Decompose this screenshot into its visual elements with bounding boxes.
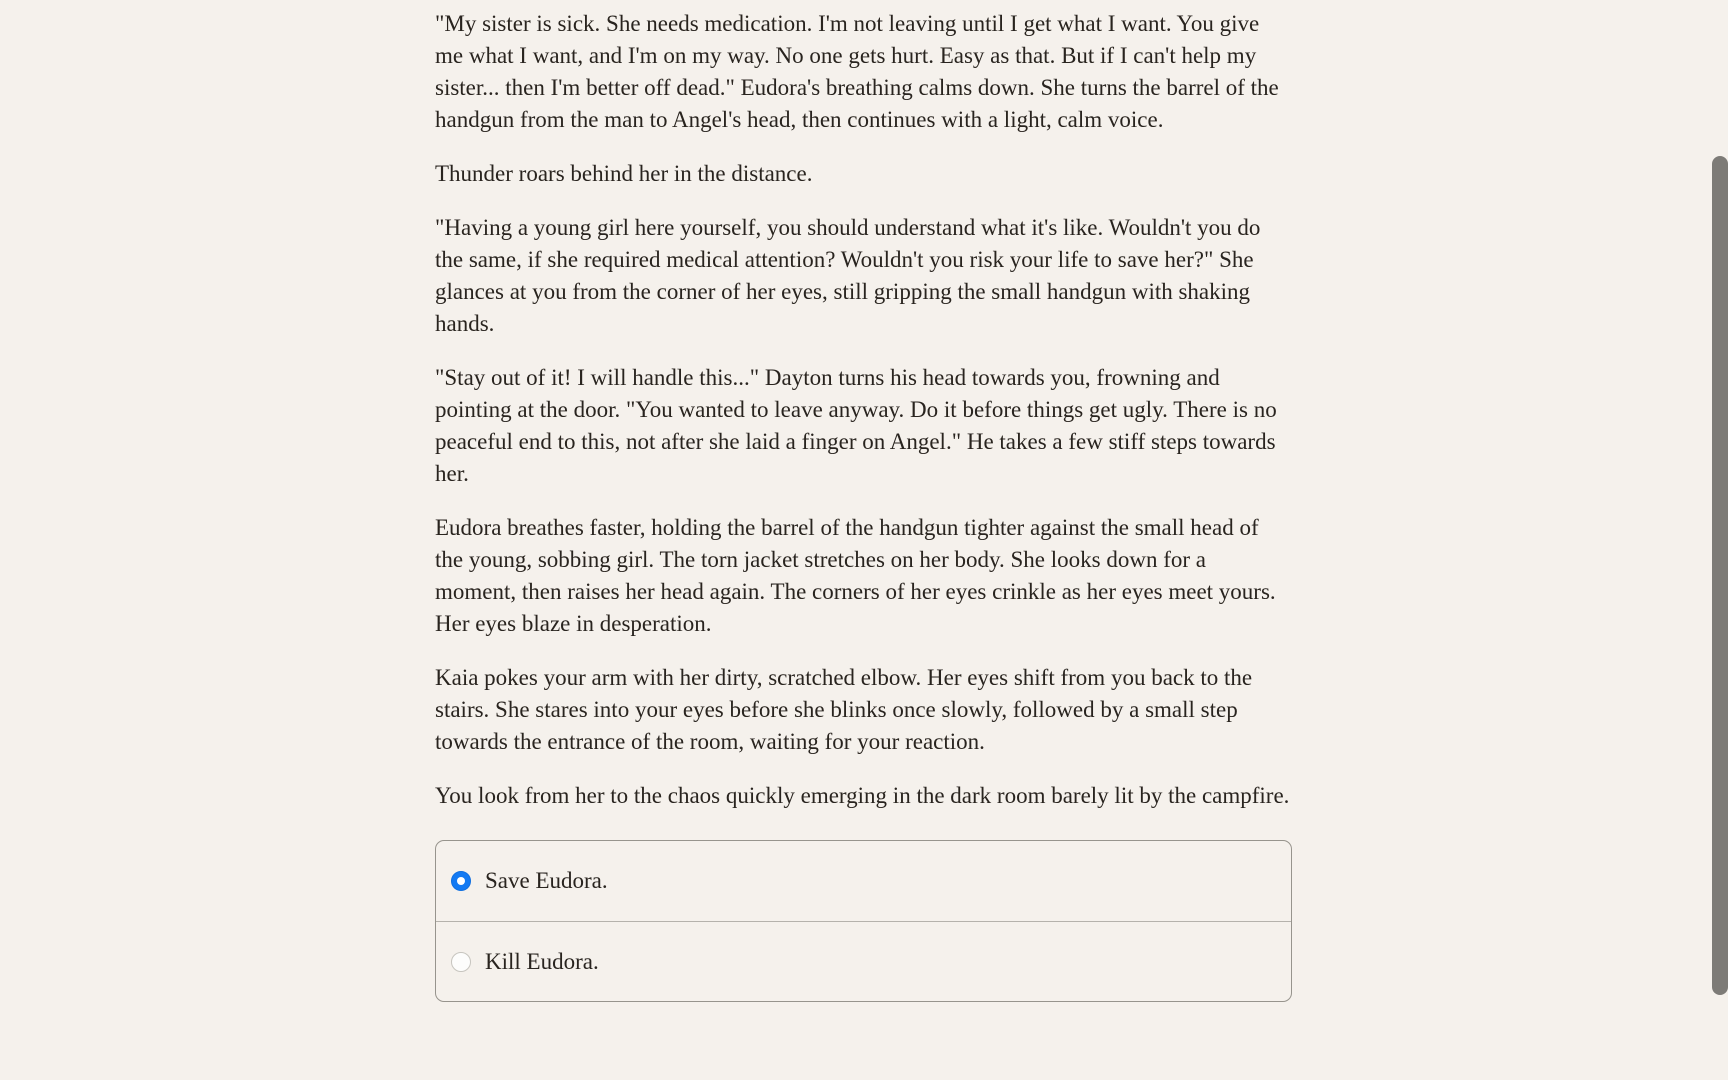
story-paragraph: You look from her to the chaos quickly emerging in the dark room barely lit by the campfire. xyxy=(435,783,1290,808)
radio-button-icon[interactable] xyxy=(451,871,471,891)
choice-save-eudora[interactable] xyxy=(436,841,1291,921)
radio-button-icon[interactable] xyxy=(451,952,471,972)
story-paragraph: "My sister is sick. She needs medication. I'm not leaving until I get what I want. You give me what I want, and I'm on my way. No one gets hurt. Easy as that. But if I can't help my sister... then I'm better off dead." Eudora's breathing calms down. She turns the barrel of the handgun from the man to Angel's head, then continues with a light, calm voice. xyxy=(435,11,1279,132)
story-content xyxy=(435,0,1292,1002)
story-paragraph: "Having a young girl here yourself, you should understand what it's like. Wouldn't you do the same, if she required medical attention? Wouldn't you risk your life to save her?" She glances at you from the corner of her eyes, still gripping the small handgun with shaking hands. xyxy=(435,215,1261,336)
scrollbar-thumb[interactable] xyxy=(1712,156,1728,995)
story-paragraph: Kaia pokes your arm with her dirty, scratched elbow. Her eyes shift from you back to the stairs. She stares into your eyes before she blinks once slowly, followed by a small step towards the entrance of the room, waiting for your reaction. xyxy=(435,665,1253,754)
story-paragraph: "Stay out of it! I will handle this..." Dayton turns his head towards you, frowning and pointing at the door. "You wanted to leave anyway. Do it before things get ugly. There is no peaceful end to this, not after she laid a finger on Angel." He takes a few stiff steps towards her. xyxy=(435,365,1277,486)
choice-kill-eudora[interactable] xyxy=(436,921,1291,1001)
story-paragraph: Thunder roars behind her in the distance. xyxy=(435,161,813,186)
choice-box xyxy=(435,840,1292,1002)
story-paragraph: Eudora breathes faster, holding the barrel of the handgun tighter against the small head of the young, sobbing girl. The torn jacket stretches on her body. She looks down for a moment, then raises her head again. The corners of her eyes crinkle as her eyes meet yours. Her eyes blaze in desperation. xyxy=(435,515,1276,636)
choice-label: Save Eudora. xyxy=(485,868,608,893)
choice-label: Kill Eudora. xyxy=(485,948,599,974)
